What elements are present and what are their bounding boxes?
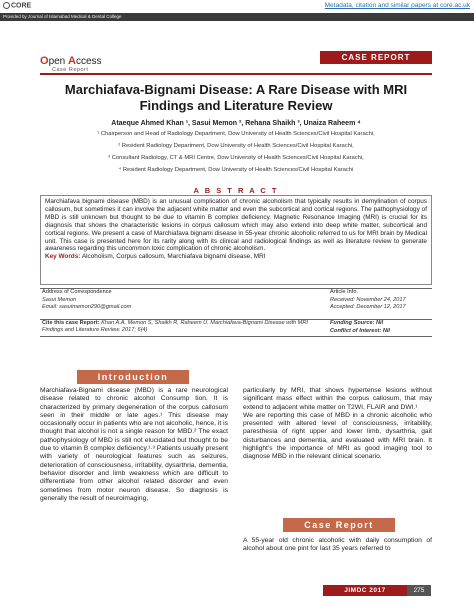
info-row-name bbox=[40, 297, 432, 305]
affiliation-2: ² Resident Radiology Department, Dow University of Health Sciences/Civil Hospital Karachi, bbox=[118, 143, 354, 149]
address-label: Address of Correspondence bbox=[42, 289, 112, 295]
core-metadata-link[interactable]: Metadata, citation and similar papers at core.ac.uk bbox=[324, 2, 470, 9]
keywords bbox=[45, 253, 427, 261]
correspondent-name: Sasui Memon bbox=[42, 296, 77, 303]
keywords-label: Key Words: bbox=[45, 253, 81, 261]
conflict-of-interest: Conflict of Interest: Nil bbox=[330, 328, 390, 334]
abstract-text: Marchiafava bignami disease (MBD) is an unusual complication of chronic alcoholism that typically results in demylination of corpus callosum, but sometimes it can involve the adjacent white matter and even the subcortical and cortical regions. The pathophysiology of MBD is still unknown but thought to be due to vitamin B complex deficiency. Magnetic Resonance Imaging (MRI) is crucial for its diagnosis that shows the characteristic lesions in corpus callosum which may also extend into deep white matter, subcortical and cortical regions. We present a case of Marchiafava bignami disease in 55-year chronic alcoholic referred to us for MRI brain by Medical unit. This case is presented here for its rarity along with its clinical and radiological findings as well as literature review to generate awareness regarding this uncommon toxic complication of chronic alcoholism. bbox=[45, 198, 427, 253]
info-header-row bbox=[40, 289, 432, 297]
introduction-right-column: particularly by MRI, that shows hypertense lesions without significant mass effect within the corpus callosum, that may extend to adjacent white matter on T2WI, FLAIR and DWI.¹ We are reporting this case of MBD in a chronic alcoholic who presented with altered level of consciousness, irritability, paresthesia of right upper and lower limb, dysarthria, gait disturbances and dementia, and evaluated with MRI brain. It highlight's the importance of MRI as good imaging tool to diagnose MBD in the relevant clinical scenario. bbox=[243, 387, 432, 461]
article-info-label: Article Info. bbox=[330, 289, 358, 295]
journal-footer-badge: JIMDC 2017 bbox=[323, 585, 407, 596]
funding-source: Funding Source: Nil bbox=[330, 320, 384, 326]
affiliation-3: ³ Consultant Radiology, CT & MRI Centre, Dow University of Health Sciences/Civil Hospital Karachi, bbox=[108, 155, 364, 161]
abstract-box bbox=[40, 195, 432, 285]
article-title: Marchiafava-Bignami Disease: A Rare Disease with MRI Findings and Literature Review bbox=[64, 82, 408, 113]
provided-by-bar bbox=[0, 13, 474, 21]
info-row-email bbox=[40, 304, 432, 312]
author-list: Ataeque Ahmed Khan ¹, Sasui Memon ², Rehana Shaikh ³, Unaiza Raheem ⁴ bbox=[111, 120, 361, 127]
citation-label: Cite this case Report: bbox=[42, 320, 100, 326]
received-date: Received: November 24, 2017 bbox=[330, 296, 406, 303]
core-banner bbox=[0, 0, 474, 13]
abstract-heading: A B S T R A C T bbox=[193, 186, 279, 195]
provided-by-text: Provided by Journal of Islamabad Medical & Dental College bbox=[3, 14, 122, 19]
affiliation-4: ⁴ Resident Radiology Department, Dow University of Health Sciences/Civil Hospital Karachi bbox=[118, 167, 354, 173]
case-report-sublabel: Case Report bbox=[52, 67, 89, 73]
article-info-table bbox=[40, 288, 432, 312]
citation-divider bbox=[40, 336, 432, 337]
introduction-left-column: Marchiafava-Bignami disease (MBD) is a rare neurological disease related to chronic alcohol Consump tion. It is characterized by primary degeneration of the corpus callosum seen in their middle or late ages.¹ This disease may occasionally occur in patients who are not alcoholic, hence, it is thought that alcohol is not a single reason for MBD.² The exact pathophysiology of MBD is still not elucidated but thought to be due to vitamin B complex deficiency.¹·³ Patients usually present with variety of neurological features such as seizures, deterioration of consciousness, irritability, dysarthria, dementia, behavior disorder and limb weakness which are difficult to differentiate from other alcohol related disorder and even sometimes from motor neuron disease. So diagnosis is generally the result of neuroimaging, bbox=[40, 387, 228, 502]
case-report-text: A 55-year old chronic alcoholic with daily consumption of alcohol about one pint for last 35 years referred to bbox=[243, 537, 432, 553]
case-report-heading: Case Report bbox=[283, 518, 395, 532]
open-access-label: Open Access bbox=[40, 55, 102, 67]
case-report-badge: CASE REPORT bbox=[320, 51, 432, 64]
correspondent-email[interactable]: Email: sasuimemon290@gmail.com bbox=[42, 304, 132, 310]
citation-text: Cite this case Report: Khan A.A, Memon S, Shaikh R, Raheem U. Marchiafava-Bignami Disease with MRI Findings and Literature Review. 2017; 6(4) bbox=[42, 320, 308, 333]
page-number: 275 bbox=[407, 585, 431, 596]
core-logo-icon bbox=[3, 2, 10, 9]
core-logo[interactable]: CORE bbox=[3, 2, 31, 9]
header-divider bbox=[40, 73, 432, 75]
keywords-text: Alcoholism, Corpus callosum, Marchiafava bignami disease, MRI bbox=[80, 253, 266, 261]
affiliation-1: ¹ Chairperson and Head of Radiology Department, Dow University of Health Sciences/Civil Hospital Karachi, bbox=[97, 131, 375, 137]
accepted-date: Accepted: December 12, 2017 bbox=[330, 304, 406, 310]
introduction-heading: Introduction bbox=[77, 370, 189, 384]
